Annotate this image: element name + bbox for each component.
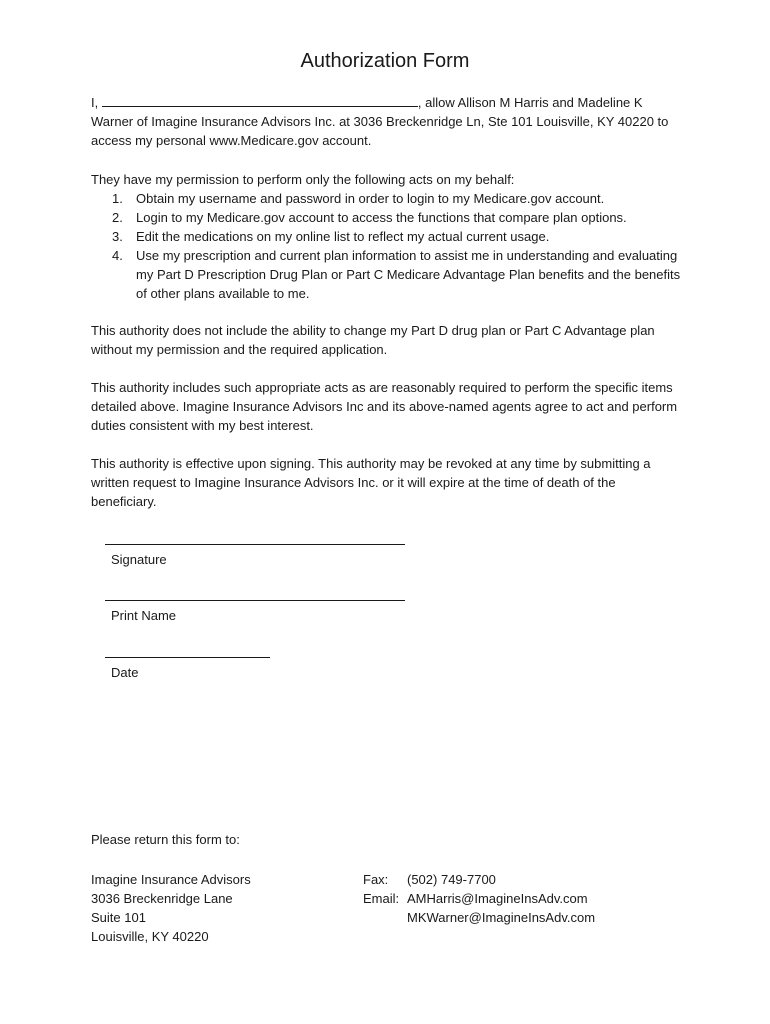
list-item-number: 3.	[112, 229, 123, 244]
list-item-number: 1.	[112, 191, 123, 206]
city-state-zip: Louisville, KY 40220	[91, 929, 209, 944]
list-item-text: Login to my Medicare.gov account to access the functions that compare plan options.	[136, 210, 627, 225]
date-line[interactable]	[105, 657, 270, 658]
email-label: Email:	[363, 891, 400, 906]
permission-section	[91, 170, 681, 303]
date-field[interactable]	[105, 657, 270, 680]
fax-number: (502) 749-7700	[407, 872, 496, 887]
print-name-label: Print Name	[111, 608, 177, 623]
date-label: Date	[111, 665, 139, 680]
list-item	[91, 208, 681, 227]
intro-paragraph	[91, 93, 681, 150]
contact-info	[363, 870, 595, 927]
list-item-text: Edit the medications on my online list to reflect my actual current usage.	[136, 229, 550, 244]
intro-text: , allow Allison M Harris and Madeline K Warner of Imagine Insurance Advisors Inc. at 3036 Breckenridge Ln, Ste 101 Louisville, KY 40220 to access my personal www.Medicare.gov account.	[91, 95, 669, 148]
email-spacer	[363, 908, 407, 927]
list-item	[91, 246, 681, 303]
limitation-paragraph: This authority does not include the ability to change my Part D drug plan or Part C Advantage plan without my permission and the required application.	[91, 323, 655, 357]
name-blank-line	[102, 93, 418, 107]
email-row	[363, 889, 595, 908]
list-item	[91, 227, 681, 246]
signature-label: Signature	[111, 552, 167, 567]
email-address-1[interactable]: AMHarris@ImagineInsAdv.com	[407, 891, 588, 906]
fax-row	[363, 870, 595, 889]
permission-list	[91, 189, 681, 303]
return-instructions: Please return this form to:	[91, 832, 240, 847]
return-address	[91, 870, 251, 946]
company-name: Imagine Insurance Advisors	[91, 872, 251, 887]
email-row-2	[363, 908, 595, 927]
scope-paragraph: This authority includes such appropriate acts as are reasonably required to perform the specific items detailed above. Imagine Insurance Advisors Inc and its above-named agents agree to act and perform duties consistent with my best interest.	[91, 380, 678, 433]
list-item-number: 4.	[112, 248, 123, 263]
street-address: 3036 Breckenridge Lane	[91, 891, 233, 906]
signature-line[interactable]	[105, 544, 405, 545]
permission-lead: They have my permission to perform only the following acts on my behalf:	[91, 172, 515, 187]
fax-label: Fax:	[363, 872, 389, 887]
email-address-2[interactable]: MKWarner@ImagineInsAdv.com	[407, 910, 596, 925]
print-name-line[interactable]	[105, 600, 405, 601]
print-name-field[interactable]	[105, 600, 405, 623]
effective-paragraph: This authority is effective upon signing. This authority may be revoked at any time by submitting a written request to Imagine Insurance Advisors Inc. or it will expire at the time of death of the beneficiary.	[91, 456, 651, 509]
list-item	[91, 189, 681, 208]
list-item-text: Obtain my username and password in order to login to my Medicare.gov account.	[136, 191, 605, 206]
suite: Suite 101	[91, 910, 146, 925]
list-item-text: Use my prescription and current plan information to assist me in understanding and evaluating my Part D Prescription Drug Plan or Part C Medicare Advantage Plan benefits and the benefits of other plans available to me.	[136, 248, 681, 301]
signature-field[interactable]	[105, 544, 405, 567]
list-item-number: 2.	[112, 210, 123, 225]
form-title: Authorization Form	[300, 50, 470, 72]
intro-prefix: I,	[91, 95, 99, 110]
